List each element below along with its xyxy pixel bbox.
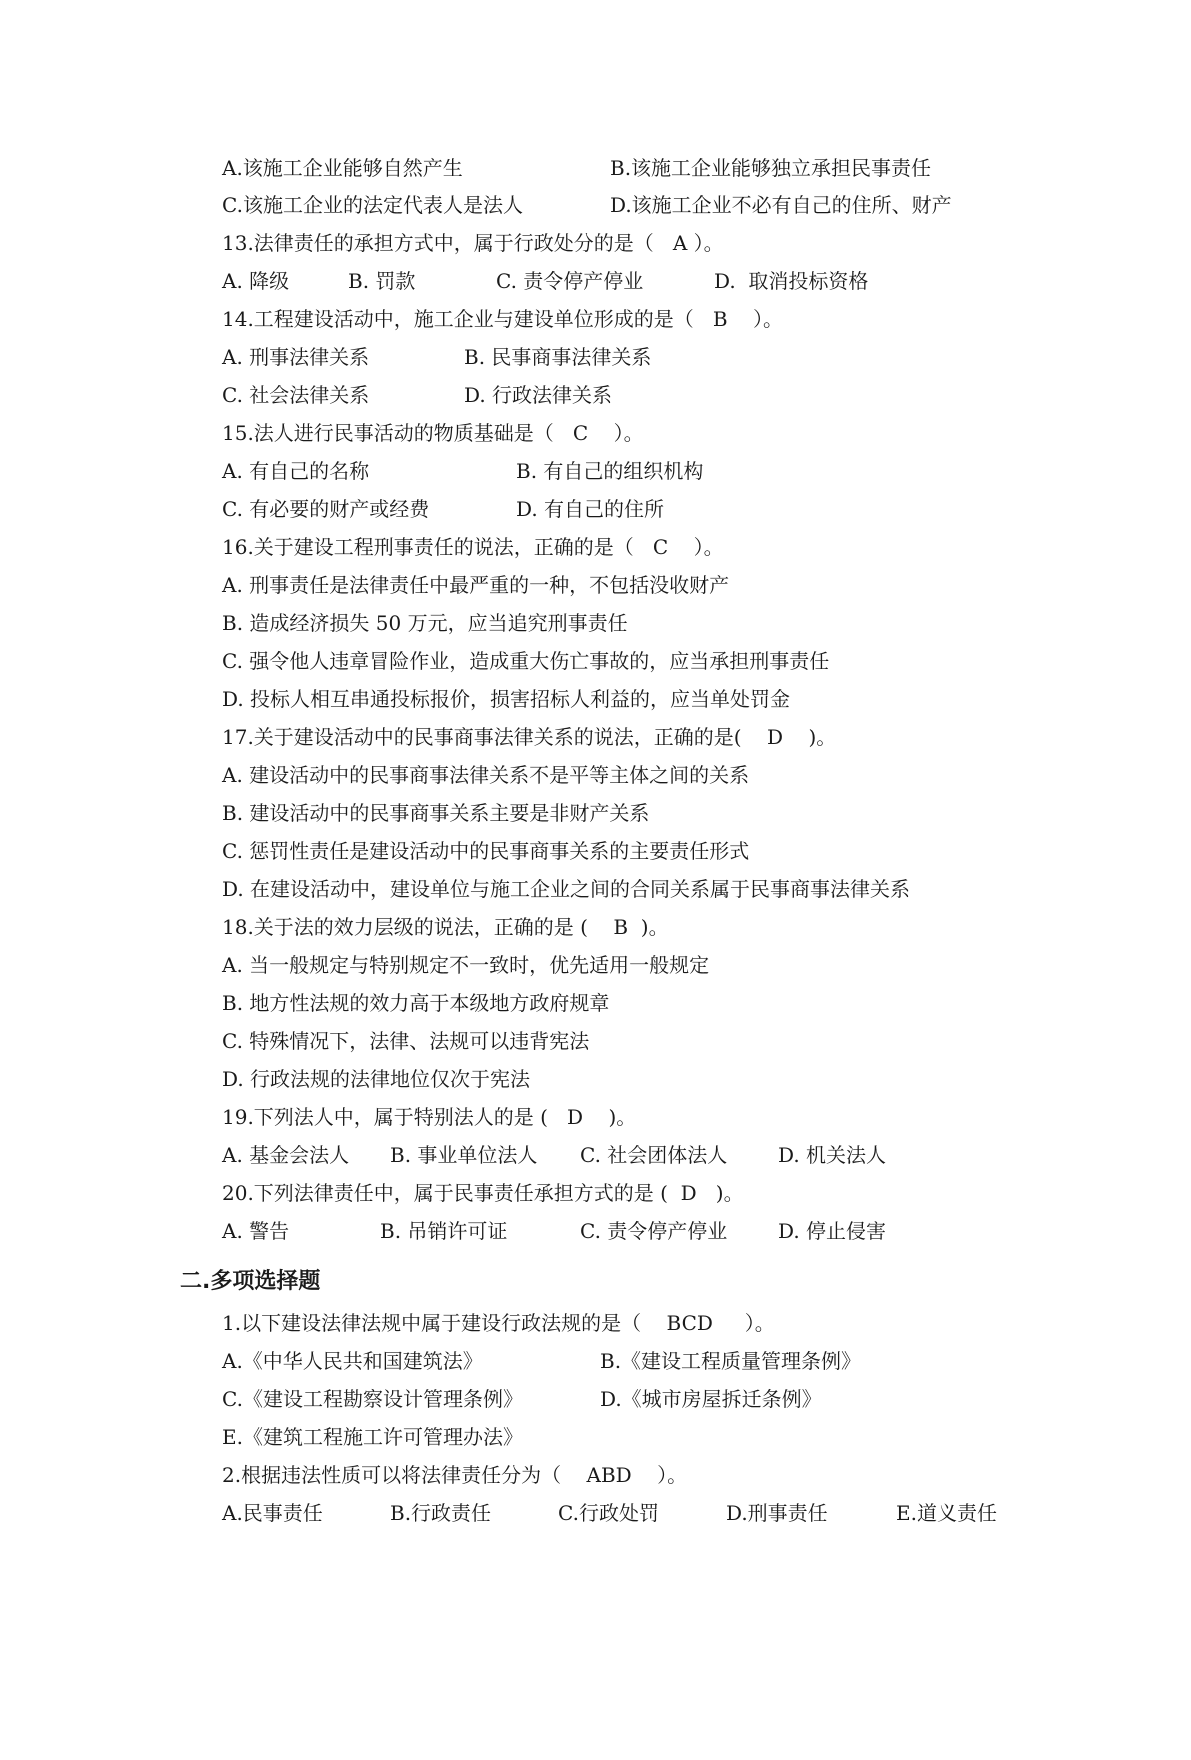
- q13-options: [222, 262, 869, 300]
- m1-options-row-2: [222, 1380, 822, 1418]
- q18-option-d: D. 行政法规的法律地位仅次于宪法: [222, 1067, 531, 1091]
- q14-options-row-2: [222, 376, 613, 414]
- q17-option-c: C. 惩罚性责任是建设活动中的民事商事关系的主要责任形式: [222, 839, 750, 863]
- m2-option-c: C.行政处罚: [558, 1501, 659, 1525]
- q15-option-d: D. 有自己的住所: [516, 497, 665, 521]
- q16-option-a: A. 刑事责任是法律责任中最严重的一种，不包括没收财产: [222, 573, 730, 597]
- m1-stem: 1.以下建设法律法规中属于建设行政法规的是（ BCD ）。: [222, 1311, 775, 1335]
- q12-option-d: D.该施工企业不必有自己的住所、财产: [610, 193, 952, 217]
- q18-option-b: B. 地方性法规的效力高于本级地方政府规章: [222, 991, 610, 1015]
- q14-option-a: A. 刑事法律关系: [222, 345, 370, 369]
- q20-option-b: B. 吊销许可证: [380, 1219, 508, 1243]
- q20-stem: 20.下列法律责任中，属于民事责任承担方式的是 ( D )。: [222, 1181, 744, 1205]
- q19-option-d: D. 机关法人: [778, 1143, 887, 1167]
- q16-stem: 16.关于建设工程刑事责任的说法，正确的是（ C ）。: [222, 535, 724, 559]
- m1-option-e: E.《建筑工程施工许可管理办法》: [222, 1425, 523, 1449]
- q19-option-a: A. 基金会法人: [222, 1143, 350, 1167]
- m1-option-d: D.《城市房屋拆迁条例》: [600, 1387, 822, 1411]
- q17-option-a: A. 建设活动中的民事商事法律关系不是平等主体之间的关系: [222, 763, 750, 787]
- q17-option-d: D. 在建设活动中，建设单位与施工企业之间的合同关系属于民事商事法律关系: [222, 877, 911, 901]
- q19-options: [222, 1136, 887, 1174]
- q20-option-d: D. 停止侵害: [778, 1219, 887, 1243]
- q12-options-row-2: [222, 186, 952, 224]
- q20-options: [222, 1212, 887, 1250]
- m1-option-c: C.《建设工程勘察设计管理条例》: [222, 1387, 523, 1411]
- q15-option-b: B. 有自己的组织机构: [516, 459, 704, 483]
- q18-option-c: C. 特殊情况下，法律、法规可以违背宪法: [222, 1029, 590, 1053]
- q19-option-c: C. 社会团体法人: [580, 1143, 728, 1167]
- q13-option-a: A. 降级: [222, 269, 290, 293]
- section-heading: 二.多项选择题: [180, 1269, 321, 1294]
- q15-option-a: A. 有自己的名称: [222, 459, 370, 483]
- m2-option-e: E.道义责任: [896, 1501, 997, 1525]
- q12-option-b: B.该施工企业能够独立承担民事责任: [610, 156, 932, 180]
- q14-option-d: D. 行政法律关系: [464, 383, 613, 407]
- q18-stem: 18.关于法的效力层级的说法，正确的是 ( B )。: [222, 915, 669, 939]
- q17-option-b: B. 建设活动中的民事商事关系主要是非财产关系: [222, 801, 650, 825]
- q19-option-b: B. 事业单位法人: [390, 1143, 538, 1167]
- q14-option-b: B. 民事商事法律关系: [464, 345, 652, 369]
- q14-stem: 14.工程建设活动中，施工企业与建设单位形成的是（ B ）。: [222, 307, 784, 331]
- q20-option-a: A. 警告: [222, 1219, 290, 1243]
- q12-option-c: C.该施工企业的法定代表人是法人: [222, 193, 523, 217]
- m1-options-row-1: [222, 1342, 862, 1380]
- q12-option-a: A.该施工企业能够自然产生: [222, 156, 463, 180]
- m2-options: [222, 1494, 997, 1532]
- q14-options-row-1: [222, 338, 652, 376]
- q16-option-c: C. 强令他人违章冒险作业，造成重大伤亡事故的，应当承担刑事责任: [222, 649, 830, 673]
- q15-option-c: C. 有必要的财产或经费: [222, 497, 430, 521]
- q20-option-c: C. 责令停产停业: [580, 1219, 728, 1243]
- q13-stem: 13.法律责任的承担方式中，属于行政处分的是（ A ）。: [222, 231, 724, 255]
- q15-options-row-1: [222, 452, 704, 490]
- q16-option-d: D. 投标人相互串通投标报价，损害招标人利益的，应当单处罚金: [222, 687, 791, 711]
- m1-option-b: B.《建设工程质量管理条例》: [600, 1349, 862, 1373]
- m2-option-d: D.刑事责任: [726, 1501, 828, 1525]
- q13-option-d: D. 取消投标资格: [714, 269, 869, 293]
- q17-stem: 17.关于建设活动中的民事商事法律关系的说法，正确的是( D )。: [222, 725, 837, 749]
- m1-option-a: A.《中华人民共和国建筑法》: [222, 1349, 483, 1373]
- q14-option-c: C. 社会法律关系: [222, 383, 370, 407]
- q16-option-b: B. 造成经济损失 50 万元，应当追究刑事责任: [222, 611, 628, 635]
- m2-option-b: B.行政责任: [390, 1501, 492, 1525]
- q19-stem: 19.下列法人中，属于特别法人的是 ( D )。: [222, 1105, 637, 1129]
- m2-option-a: A.民事责任: [222, 1501, 323, 1525]
- m2-stem: 2.根据违法性质可以将法律责任分为（ ABD ）。: [222, 1463, 688, 1487]
- q13-option-b: B. 罚款: [348, 269, 416, 293]
- q12-options-row-1: [222, 149, 932, 187]
- q15-options-row-2: [222, 490, 665, 528]
- q18-option-a: A. 当一般规定与特别规定不一致时，优先适用一般规定: [222, 953, 710, 977]
- q13-option-c: C. 责令停产停业: [496, 269, 644, 293]
- q15-stem: 15.法人进行民事活动的物质基础是（ C ）。: [222, 421, 644, 445]
